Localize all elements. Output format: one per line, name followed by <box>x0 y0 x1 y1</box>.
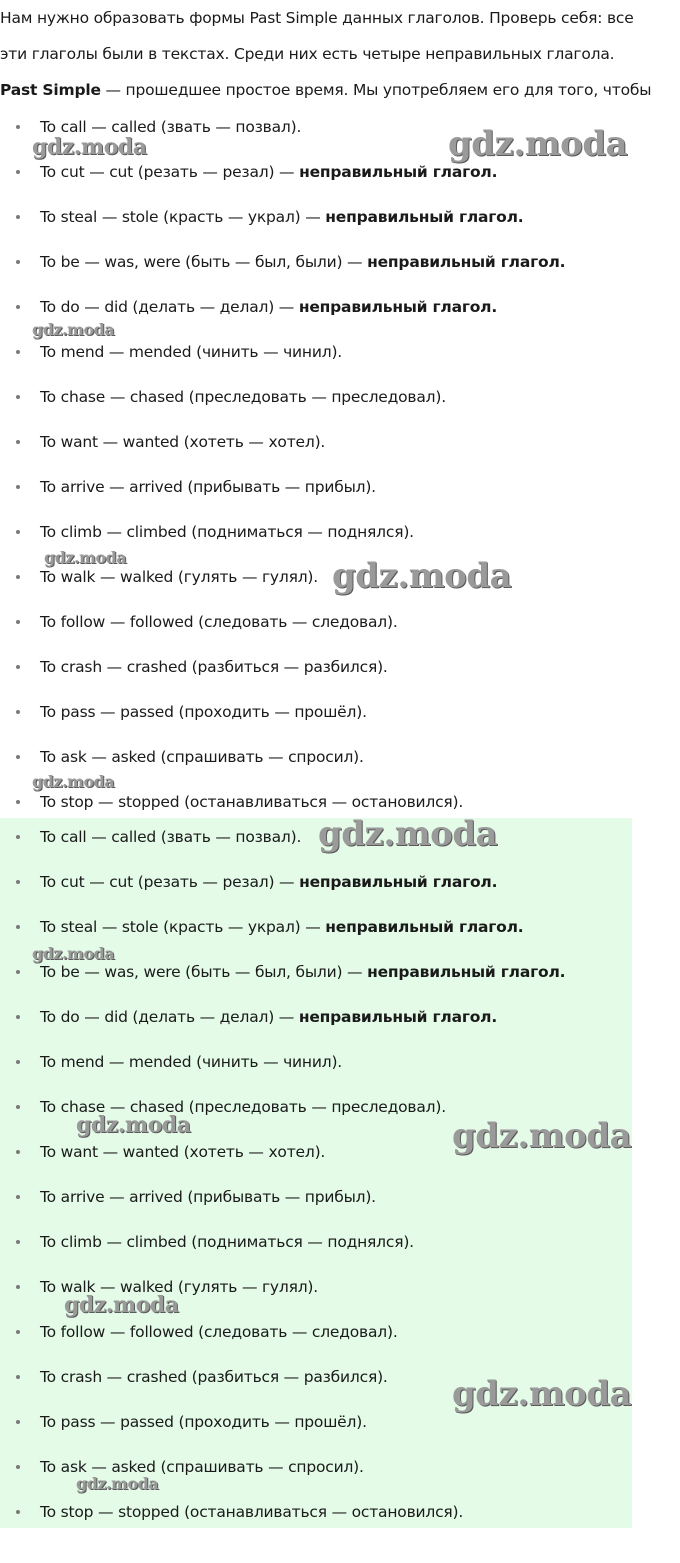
watermark: gdz.moda <box>448 124 628 164</box>
list-item-text: To crash — crashed (разбиться — разбился). <box>40 1368 388 1386</box>
list-item-text: To walk — walked (гулять — гулял). <box>40 1278 319 1296</box>
bullet-icon <box>16 485 20 489</box>
bullet-icon <box>16 305 20 309</box>
list-item-text: To stop — stopped (останавливаться — остановился). <box>40 793 464 811</box>
list-item-text: To stop — stopped (останавливаться — остановился). <box>40 1503 464 1521</box>
bullet-icon <box>16 1060 20 1064</box>
bullet-icon <box>16 260 20 264</box>
list-item <box>0 288 565 333</box>
bullet-icon <box>16 1330 20 1334</box>
list-item <box>0 108 565 153</box>
watermark: gdz.moda <box>452 1374 632 1414</box>
list-item <box>0 1133 632 1178</box>
list-item <box>0 693 565 738</box>
list-item-text: To mend — mended (чинить — чинил). <box>40 343 343 361</box>
irregular-label: неправильный глагол. <box>299 163 498 181</box>
list-item-text: To follow — followed (следовать — следовал). <box>40 613 398 631</box>
irregular-label: неправильный глагол. <box>299 873 498 891</box>
list-item <box>0 468 565 513</box>
verb-list-1 <box>0 108 565 828</box>
bullet-icon <box>16 1015 20 1019</box>
watermark: gdz.moda <box>32 134 147 160</box>
watermark: gdz.moda <box>318 814 498 854</box>
watermark: gdz.moda <box>64 1292 179 1318</box>
list-item <box>0 648 565 693</box>
list-item-text: To want — wanted (хотеть — хотел). <box>40 1143 326 1161</box>
watermark: gdz.moda <box>32 772 115 791</box>
bullet-icon <box>16 925 20 929</box>
verb-list-2 <box>0 818 632 1528</box>
list-item-text: To pass — passed (проходить — прошёл). <box>40 1413 367 1431</box>
bullet-icon <box>16 1465 20 1469</box>
watermark: gdz.moda <box>332 556 512 596</box>
bullet-icon <box>16 1510 20 1514</box>
list-item <box>0 513 565 558</box>
list-item <box>0 1493 632 1538</box>
bullet-icon <box>16 665 20 669</box>
bullet-icon <box>16 575 20 579</box>
list-item <box>0 558 565 603</box>
bullet-icon <box>16 1150 20 1154</box>
bullet-icon <box>16 835 20 839</box>
irregular-label: неправильный глагол. <box>298 298 498 316</box>
bullet-icon <box>16 755 20 759</box>
list-item <box>0 1043 632 1088</box>
list-item <box>0 333 565 378</box>
list-item <box>0 1178 632 1223</box>
irregular-label: неправильный глагол. <box>298 1008 498 1026</box>
list-item <box>0 908 632 953</box>
list-item-text: To steal — stole (красть — украл) — <box>40 208 326 226</box>
bullet-icon <box>16 440 20 444</box>
bullet-icon <box>16 1240 20 1244</box>
list-item-text: To want — wanted (хотеть — хотел). <box>40 433 326 451</box>
list-item <box>0 1403 632 1448</box>
list-item <box>0 1358 632 1403</box>
bullet-icon <box>16 395 20 399</box>
definition-paragraph <box>0 72 680 108</box>
list-item <box>0 378 565 423</box>
irregular-label: неправильный глагол. <box>367 963 566 981</box>
list-item <box>0 198 565 243</box>
list-item-text: To cut — cut (резать — резал) — <box>40 163 300 181</box>
list-item <box>0 998 632 1043</box>
list-item-text: To call — called (звать — позвал). <box>40 118 302 136</box>
watermark: gdz.moda <box>76 1474 159 1493</box>
bullet-icon <box>16 1420 20 1424</box>
list-item <box>0 1313 632 1358</box>
bullet-icon <box>16 215 20 219</box>
list-item-text: To climb — climbed (подниматься — поднялся). <box>40 523 414 541</box>
intro-line-2: эти глаголы были в текстах. Среди них есть четыре неправильных глагола. <box>0 45 615 63</box>
list-item-text: To crash — crashed (разбиться — разбился). <box>40 658 388 676</box>
list-item-text: To do — did (делать — делал) — <box>40 298 299 316</box>
list-item-text: To pass — passed (проходить — прошёл). <box>40 703 367 721</box>
bullet-icon <box>16 800 20 804</box>
bullet-icon <box>16 710 20 714</box>
list-item-text: To arrive — arrived (прибывать — прибыл). <box>40 1188 376 1206</box>
list-item <box>0 1088 632 1133</box>
intro-line-1: Нам нужно образовать формы Past Simple данных глаголов. Проверь себя: все <box>0 9 634 27</box>
list-item <box>0 953 632 998</box>
list-item <box>0 153 565 198</box>
watermark: gdz.moda <box>32 944 115 963</box>
bullet-icon <box>16 970 20 974</box>
list-item-text: To be — was, were (быть — был, были) — <box>40 253 368 271</box>
bullet-icon <box>16 170 20 174</box>
watermark: gdz.moda <box>76 1112 191 1138</box>
bullet-icon <box>16 620 20 624</box>
list-item <box>0 603 565 648</box>
intro-paragraph <box>0 0 680 72</box>
list-item-text: To climb — climbed (подниматься — поднялся). <box>40 1233 414 1251</box>
list-item <box>0 738 565 783</box>
bullet-icon <box>16 1375 20 1379</box>
list-item-text: To ask — asked (спрашивать — спросил). <box>40 1458 364 1476</box>
watermark: gdz.moda <box>32 320 115 339</box>
list-item-text: To ask — asked (спрашивать — спросил). <box>40 748 364 766</box>
list-item-text: To cut — cut (резать — резал) — <box>40 873 300 891</box>
bullet-icon <box>16 1105 20 1109</box>
list-item <box>0 243 565 288</box>
list-item-text: To steal — stole (красть — украл) — <box>40 918 326 936</box>
list-item <box>0 818 632 863</box>
list-item <box>0 1268 632 1313</box>
list-item <box>0 1448 632 1493</box>
irregular-label: неправильный глагол. <box>325 918 524 936</box>
list-item-text: To be — was, were (быть — был, были) — <box>40 963 368 981</box>
bullet-icon <box>16 530 20 534</box>
definition-term: Past Simple <box>0 81 101 99</box>
list-item-text: To follow — followed (следовать — следовал). <box>40 1323 398 1341</box>
irregular-label: неправильный глагол. <box>325 208 524 226</box>
list-item <box>0 863 632 908</box>
bullet-icon <box>16 125 20 129</box>
bullet-icon <box>16 350 20 354</box>
bullet-icon <box>16 1285 20 1289</box>
list-item-text: To call — called (звать — позвал). <box>40 828 302 846</box>
bullet-icon <box>16 1195 20 1199</box>
list-item-text: To arrive — arrived (прибывать — прибыл). <box>40 478 376 496</box>
watermark: gdz.moda <box>44 548 127 567</box>
irregular-label: неправильный глагол. <box>367 253 566 271</box>
list-item-text: To walk — walked (гулять — гулял). <box>40 568 319 586</box>
list-item-text: To chase — chased (преследовать — преследовал). <box>40 1098 446 1116</box>
watermark: gdz.moda <box>452 1116 632 1156</box>
list-item <box>0 1223 632 1268</box>
list-item-text: To chase — chased (преследовать — преследовал). <box>40 388 446 406</box>
list-item-text: To mend — mended (чинить — чинил). <box>40 1053 343 1071</box>
bullet-icon <box>16 880 20 884</box>
list-item-text: To do — did (делать — делал) — <box>40 1008 299 1026</box>
definition-text: — прошедшее простое время. Мы употребляем его для того, чтобы <box>100 81 652 99</box>
list-item <box>0 423 565 468</box>
